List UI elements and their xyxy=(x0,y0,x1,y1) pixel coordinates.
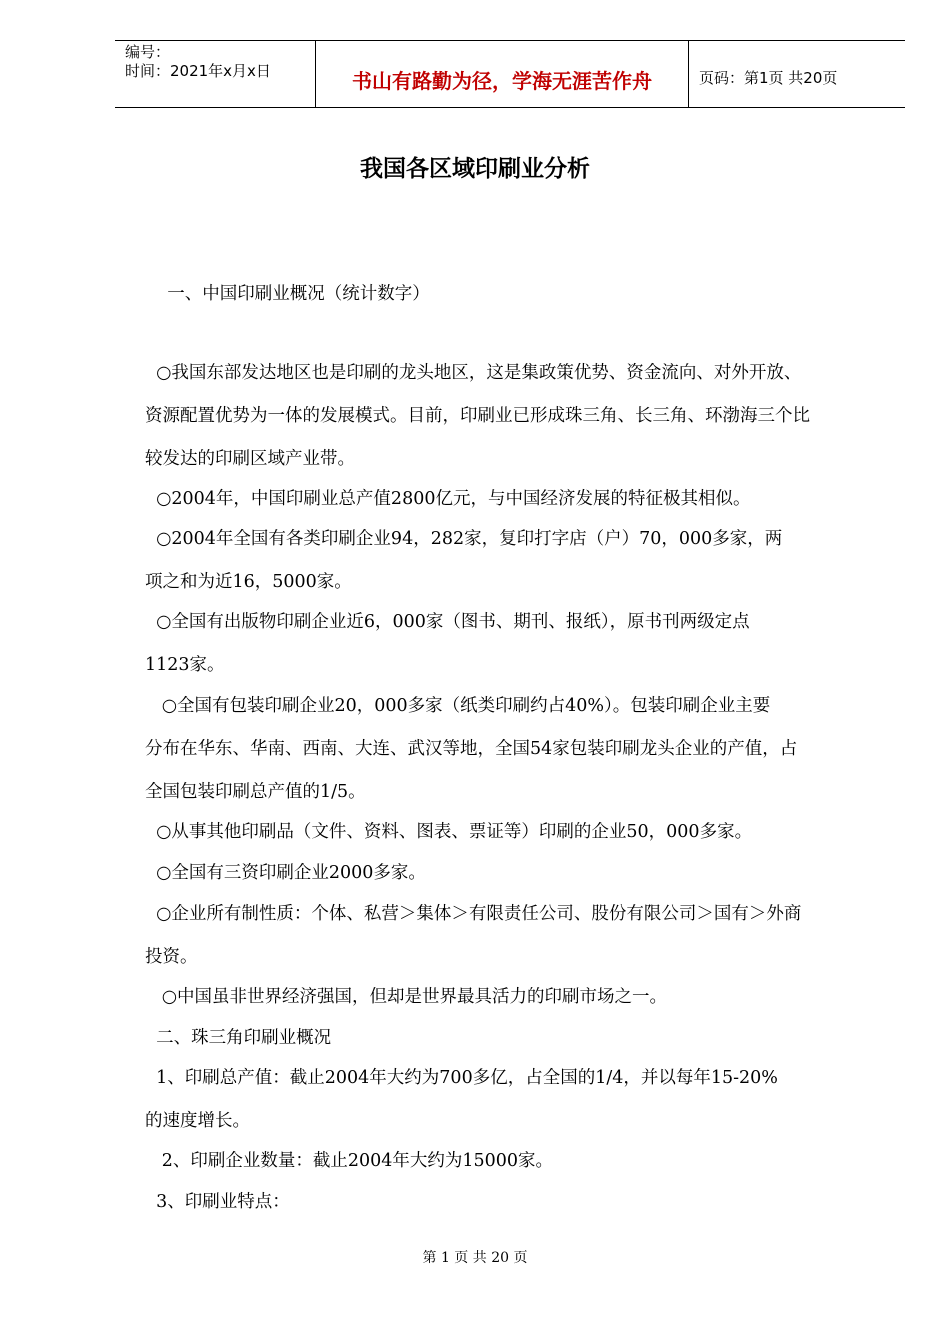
body-line: 1123家。 xyxy=(145,655,225,675)
body-line: 资源配置优势为一体的发展模式。目前，印刷业已形成珠三角、长三角、环渤海三个比 xyxy=(145,406,810,426)
body-line: ○全国有三资印刷企业2000多家。 xyxy=(145,863,426,883)
body-line: 1、印刷总产值：截止2004年大约为700多亿，占全国的1/4，并以每年15-20% xyxy=(145,1068,778,1088)
header-motto-cell xyxy=(316,41,689,107)
body-line: 投资。 xyxy=(145,947,198,967)
body-line: 的速度增长。 xyxy=(145,1111,250,1131)
document-number-label: 编号： xyxy=(125,43,171,61)
body-line: 2、印刷企业数量：截止2004年大约为15000家。 xyxy=(145,1151,554,1171)
body-line: ○2004年，中国印刷业总产值2800亿元，与中国经济发展的特征极其相似。 xyxy=(145,489,751,509)
header-meta-cell xyxy=(115,41,316,107)
section-heading-1: 一、中国印刷业概况（统计数字） xyxy=(145,284,430,304)
body-line: 项之和为近16，5000家。 xyxy=(145,572,352,592)
body-line: 分布在华东、华南、西南、大连、武汉等地，全国54家包装印刷龙头企业的产值，占 xyxy=(145,739,798,759)
body-line: ○从事其他印刷品（文件、资料、图表、票证等）印刷的企业50，000多家。 xyxy=(145,822,753,842)
section-heading-2: 二、珠三角印刷业概况 xyxy=(145,1028,332,1048)
body-line: 全国包装印刷总产值的1/5。 xyxy=(145,782,366,802)
body-line: 3、印刷业特点： xyxy=(145,1192,290,1212)
body-line: ○全国有出版物印刷企业近6，000家（图书、期刊、报纸），原书刊两级定点 xyxy=(145,612,750,632)
page-header xyxy=(115,40,905,108)
body-line: 较发达的印刷区域产业带。 xyxy=(145,449,355,469)
page-footer: 第 1 页 共 20 页 xyxy=(422,1250,528,1266)
document-date: 时间：2021年x月x日 xyxy=(125,62,271,80)
body-line: ○企业所有制性质：个体、私营＞集体＞有限责任公司、股份有限公司＞国有＞外商 xyxy=(145,904,802,924)
header-page-cell xyxy=(689,41,905,107)
body-line: ○我国东部发达地区也是印刷的龙头地区，这是集政策优势、资金流向、对外开放、 xyxy=(145,363,802,383)
body-line: ○2004年全国有各类印刷企业94，282家，复印打字店（户）70，000多家，两 xyxy=(145,529,783,549)
header-page-code: 页码：第1页 共20页 xyxy=(699,69,838,87)
document-title: 我国各区域印刷业分析 xyxy=(360,156,590,182)
body-line: ○中国虽非世界经济强国，但却是世界最具活力的印刷市场之一。 xyxy=(145,987,667,1007)
body-line: ○全国有包装印刷企业20，000多家（纸类印刷约占40%）。包装印刷企业主要 xyxy=(145,696,771,716)
header-motto: 书山有路勤为径，学海无涯苦作舟 xyxy=(352,69,652,93)
